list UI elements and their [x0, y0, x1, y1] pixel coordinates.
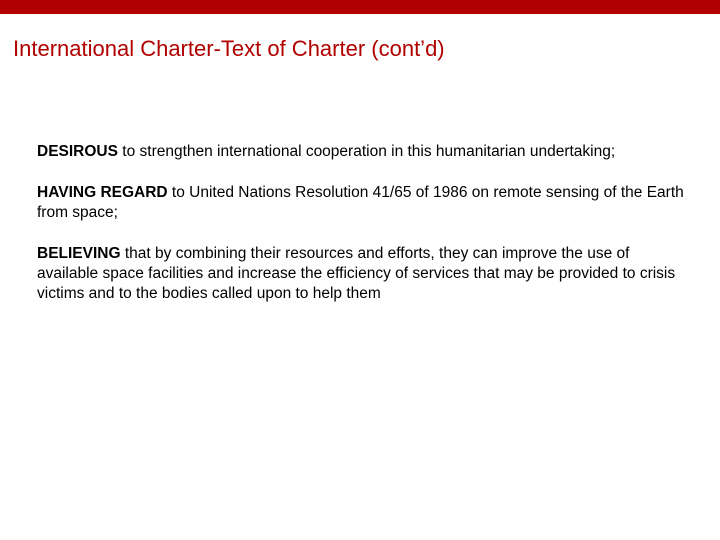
paragraph-text: to strengthen international cooperation in this humanitarian undertaking;	[117, 143, 616, 160]
paragraph-believing	[37, 244, 687, 304]
paragraph-lead: DESIROUS	[37, 143, 118, 160]
paragraph-text: that by combining their resources and efforts, they can improve the use of available space facilities and increase the efficiency of services that may be provided to crisis victims and to the bodies called upon to help them	[37, 245, 676, 302]
paragraph-lead: HAVING REGARD	[37, 184, 168, 201]
paragraph-desirous	[37, 142, 687, 162]
paragraph-text: to United Nations Resolution 41/65 of 1986 on remote sensing of the Earth from space;	[37, 184, 684, 221]
paragraph-lead: BELIEVING	[37, 245, 121, 262]
slide-title: International Charter-Text of Charter (cont’d)	[13, 36, 445, 61]
top-accent-bar	[0, 0, 720, 14]
slide-body	[37, 142, 687, 325]
paragraph-having-regard	[37, 183, 687, 223]
